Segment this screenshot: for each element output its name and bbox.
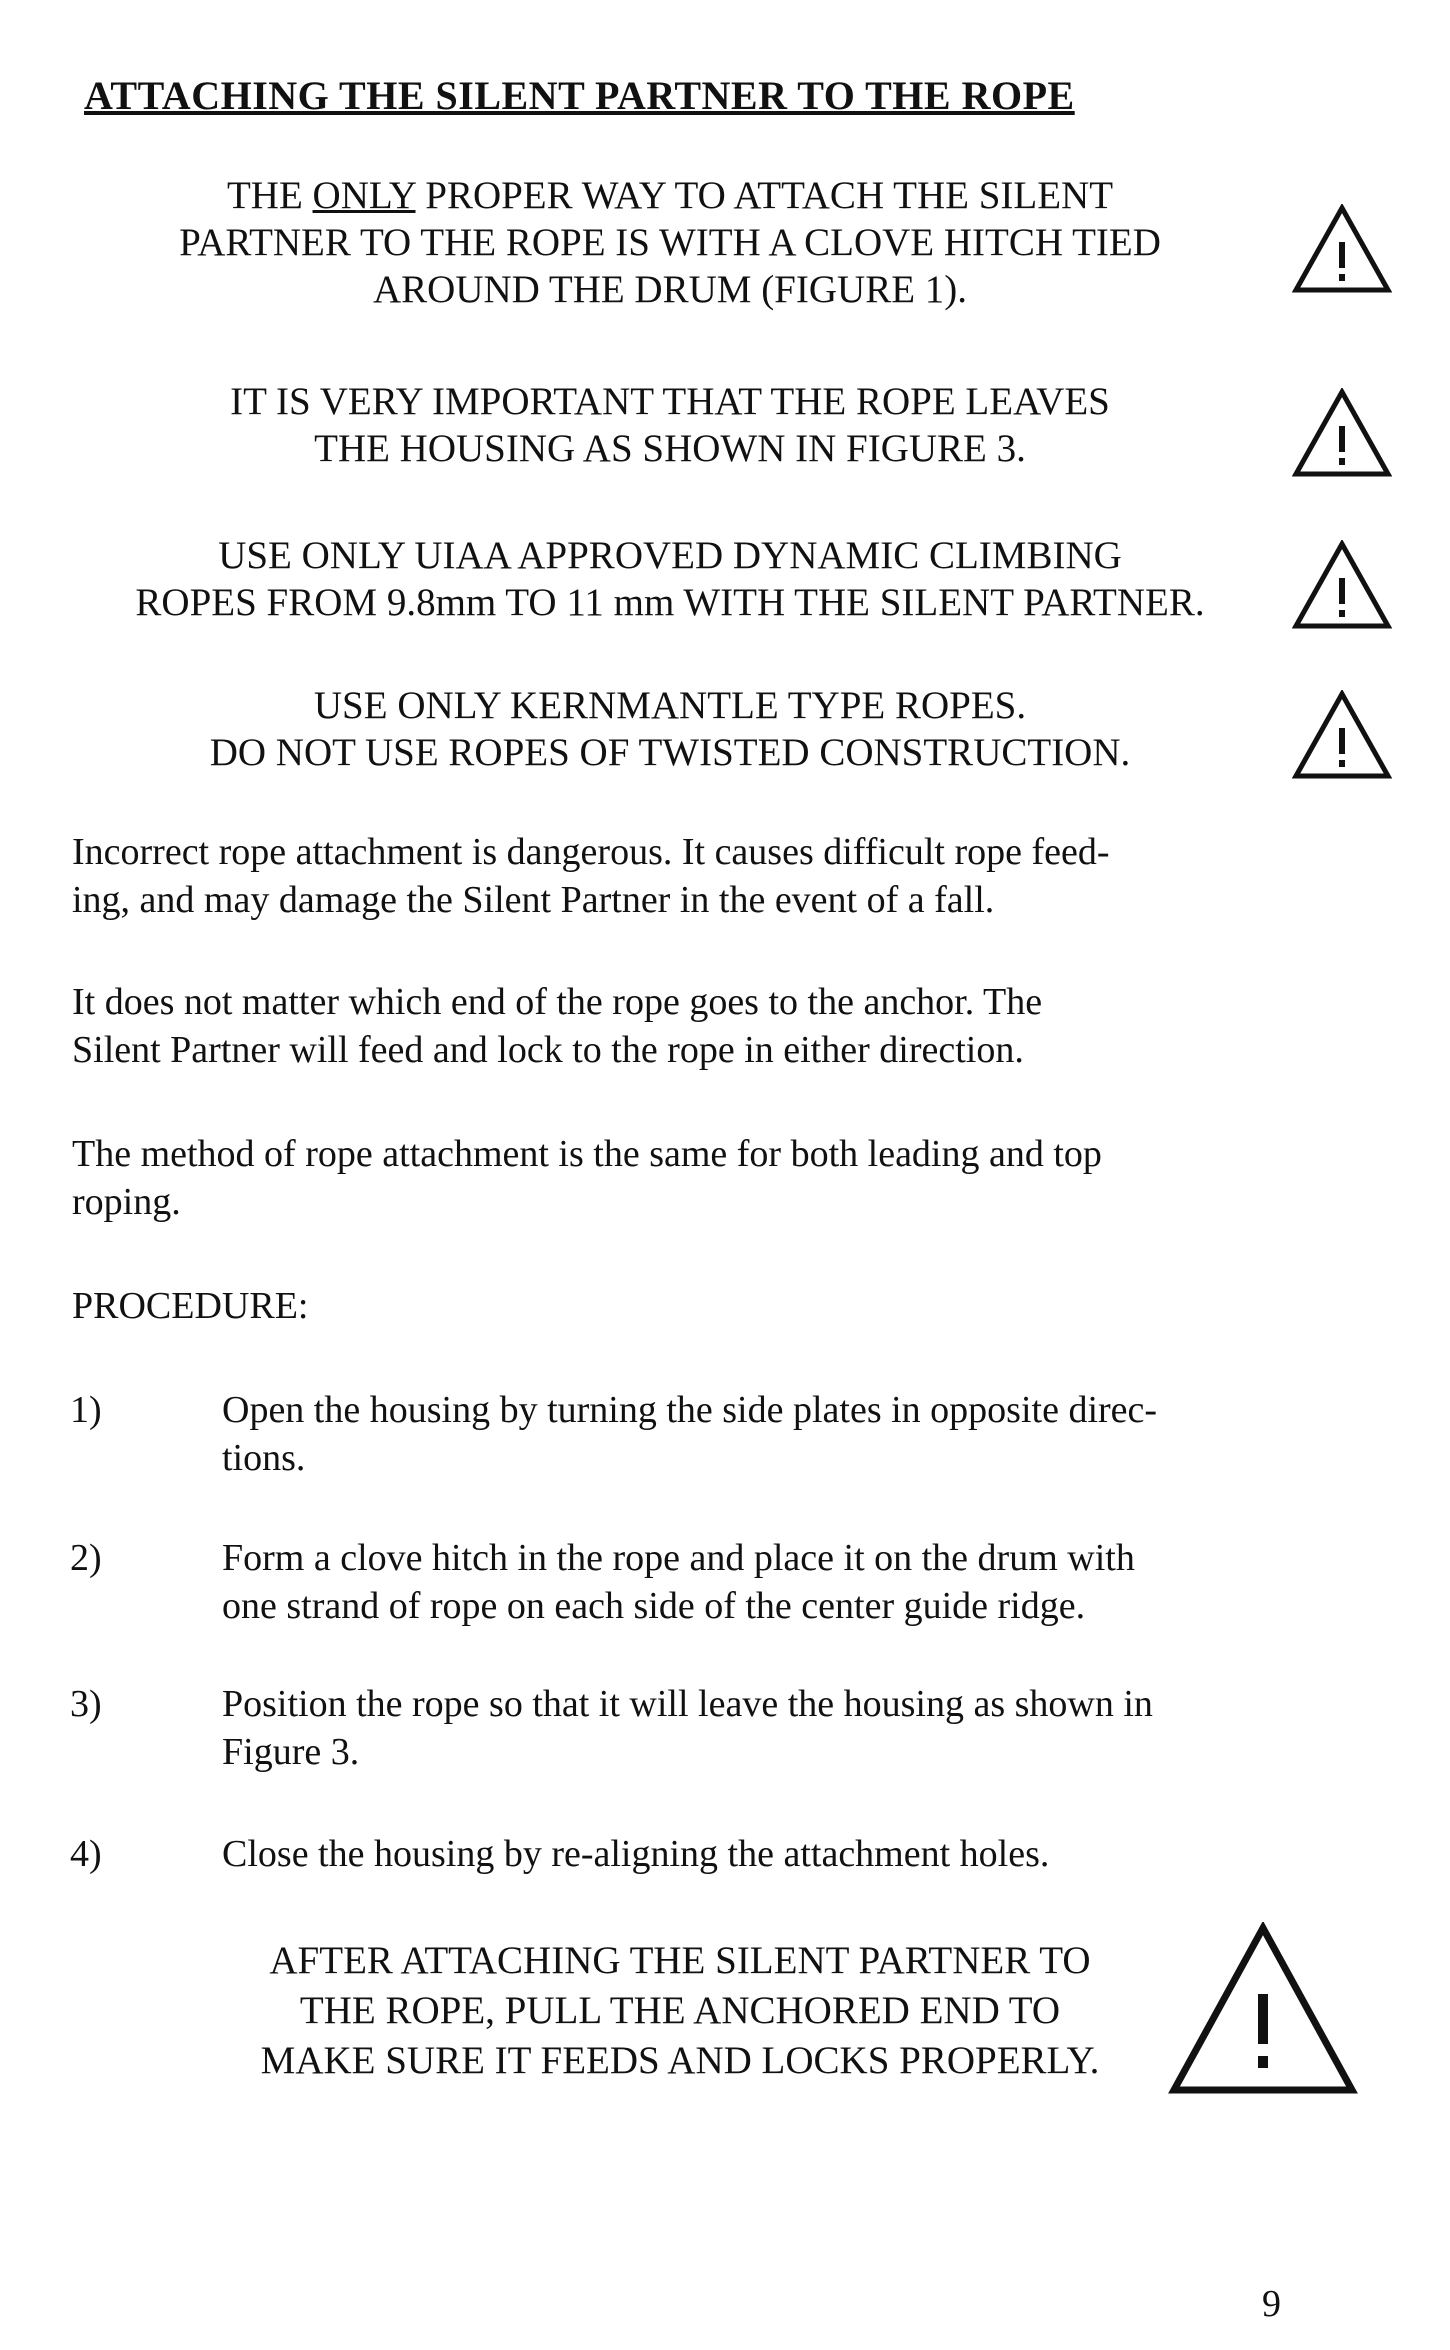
paragraph-incorrect-attachment: Incorrect rope attachment is dangerous. It causes difficult rope feed- ing, and may damage the Silent Partner in the event of a fall. — [72, 831, 1110, 921]
step-number: 2) — [70, 1537, 102, 1579]
step-4-text: Close the housing by re-aligning the attachment holes. — [222, 1833, 1050, 1875]
warning-2-line-1: IT IS VERY IMPORTANT THAT THE ROPE LEAVES — [230, 380, 1110, 423]
warning-block-1 — [60, 172, 1280, 313]
step-3-text: Position the rope so that it will leave the housing as shown in Figure 3. — [222, 1683, 1153, 1773]
warning-triangle-icon — [1292, 690, 1392, 782]
warning-1-line-3: AROUND THE DRUM (FIGURE 1). — [372, 268, 968, 311]
warning-3-line-2: ROPES FROM 9.8mm TO 11 mm WITH THE SILENT PARTNER. — [135, 581, 1205, 624]
warning-triangle-icon — [1292, 540, 1392, 632]
warning-4-line-1: USE ONLY KERNMANTLE TYPE ROPES. — [313, 684, 1027, 727]
step-number: 1) — [70, 1389, 102, 1431]
warning-block-4 — [60, 682, 1280, 776]
section-heading: ATTACHING THE SILENT PARTNER TO THE ROPE — [84, 73, 1075, 118]
procedure-title: PROCEDURE: — [72, 1285, 309, 1327]
warning-block-2 — [60, 378, 1280, 472]
large-warning-triangle-icon — [1168, 1922, 1358, 2098]
page-number: 9 — [1262, 2283, 1281, 2325]
warning-1-line-1: THE ONLY PROPER WAY TO ATTACH THE SILENT — [226, 174, 1114, 217]
warning-triangle-icon — [1292, 388, 1392, 480]
step-number: 3) — [70, 1683, 102, 1725]
warning-4-line-2: DO NOT USE ROPES OF TWISTED CONSTRUCTION. — [209, 731, 1131, 774]
step-2-text: Form a clove hitch in the rope and place it on the drum with one strand of rope on each side of the center guide ridge. — [222, 1537, 1135, 1627]
final-warning-block: AFTER ATTACHING THE SILENT PARTNER TO THE ROPE, PULL THE ANCHORED END TO MAKE SURE IT FEEDS AND LOCKS PROPERLY. — [260, 1939, 1100, 2082]
warning-1-line-2: PARTNER TO THE ROPE IS WITH A CLOVE HITCH TIED — [179, 221, 1161, 264]
warning-3-line-1: USE ONLY UIAA APPROVED DYNAMIC CLIMBING — [218, 534, 1122, 577]
emphasis-only: ONLY — [312, 174, 416, 217]
paragraph-method: The method of rope attachment is the same for both leading and top roping. — [72, 1133, 1102, 1223]
step-1-text: Open the housing by turning the side plates in opposite direc- tions. — [222, 1389, 1158, 1479]
step-number: 4) — [70, 1833, 102, 1875]
warning-block-3 — [60, 532, 1280, 626]
warning-2-line-2: THE HOUSING AS SHOWN IN FIGURE 3. — [314, 427, 1026, 470]
paragraph-rope-end: It does not matter which end of the rope goes to the anchor. The Silent Partner will feed and lock to the rope in either direction. — [72, 981, 1043, 1071]
warning-triangle-icon — [1292, 204, 1392, 296]
